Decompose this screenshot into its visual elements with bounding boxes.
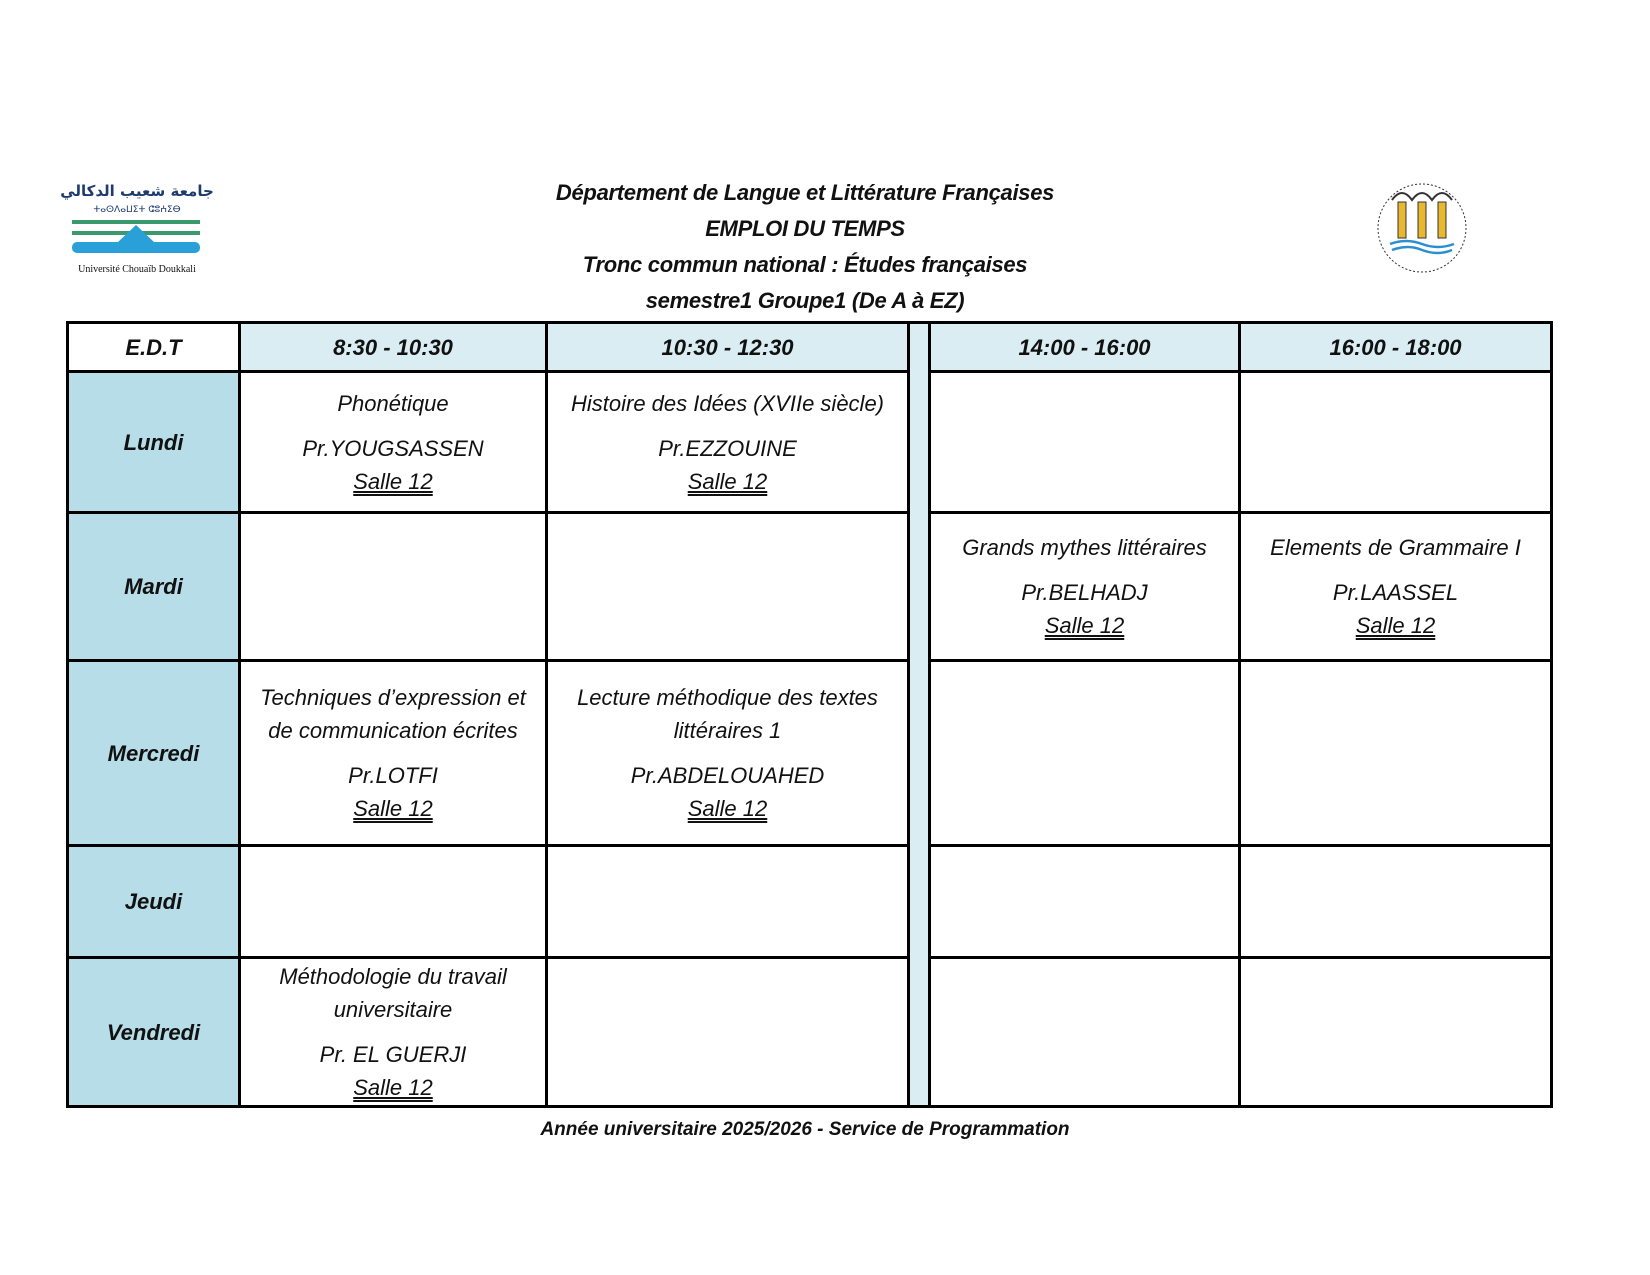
- empty-cell: [547, 958, 909, 1107]
- empty-cell: [547, 513, 909, 661]
- course-name: Lecture méthodique des textes littéraires 1: [577, 685, 878, 743]
- empty-cell: [240, 846, 547, 958]
- empty-cell: [1240, 958, 1552, 1107]
- lunch-break-separator: [909, 323, 930, 1107]
- table-row: [68, 372, 1552, 513]
- course-cell[interactable]: [1240, 513, 1552, 661]
- professor-name: Pr.LAASSEL: [1332, 580, 1459, 605]
- time-slot-header: 8:30 - 10:30: [240, 323, 547, 372]
- professor-name: Pr.ABDELOUAHED: [630, 763, 825, 788]
- professor-name: Pr.BELHADJ: [1021, 580, 1148, 605]
- empty-cell: [930, 372, 1240, 513]
- timetable: [66, 321, 1553, 1108]
- room-label: Salle 12: [353, 1075, 433, 1100]
- time-slot-header: 10:30 - 12:30: [547, 323, 909, 372]
- room-label: Salle 12: [687, 468, 768, 494]
- course-cell[interactable]: [240, 958, 547, 1107]
- day-label: Jeudi: [68, 846, 240, 958]
- room-label: Salle 12: [687, 796, 768, 821]
- program-title: Tronc commun national : Études françaises: [582, 252, 1028, 277]
- professor-name: Pr.EZZOUINE: [658, 435, 797, 461]
- course-name: Techniques d’expression et de communication écrites: [260, 685, 526, 743]
- course-name: Phonétique: [337, 390, 449, 416]
- time-slot-header: 14:00 - 16:00: [930, 323, 1240, 372]
- svg-text:ⵜⴰⵙⴷⴰⵡⵉⵜ ⵛⵓⵄⵉⴱ: ⵜⴰⵙⴷⴰⵡⵉⵜ ⵛⵓⵄⵉⴱ: [93, 205, 181, 215]
- day-label: Vendredi: [68, 958, 240, 1107]
- empty-cell: [1240, 661, 1552, 846]
- room-label: Salle 12: [1355, 613, 1436, 638]
- professor-name: Pr. EL GUERJI: [319, 1042, 467, 1067]
- empty-cell: [547, 846, 909, 958]
- empty-cell: [1240, 372, 1552, 513]
- empty-cell: [930, 661, 1240, 846]
- empty-cell: [930, 958, 1240, 1107]
- page-title: EMPLOI DU TEMPS: [705, 216, 905, 241]
- course-cell[interactable]: [240, 372, 547, 513]
- course-name: Méthodologie du travail universitaire: [279, 964, 507, 1022]
- table-row: [68, 958, 1552, 1107]
- course-name: Grands mythes littéraires: [962, 535, 1207, 560]
- room-label: Salle 12: [353, 796, 433, 821]
- professor-name: Pr.LOTFI: [348, 763, 438, 788]
- department-title: Département de Langue et Littérature Françaises: [555, 180, 1055, 205]
- svg-text:جامعة شعيب الدكالي: جامعة شعيب الدكالي: [60, 182, 214, 200]
- svg-text:Université Chouaïb Doukkali: Université Chouaïb Doukkali: [78, 264, 196, 275]
- course-cell[interactable]: [547, 372, 909, 513]
- room-label: Salle 12: [353, 468, 433, 494]
- course-cell[interactable]: [547, 661, 909, 846]
- table-row: [68, 513, 1552, 661]
- group-title: semestre1 Groupe1 (De A à EZ): [645, 288, 965, 313]
- day-label: Lundi: [68, 372, 240, 513]
- room-label: Salle 12: [1044, 613, 1125, 638]
- day-label: Mardi: [68, 513, 240, 661]
- header-row: [68, 323, 1552, 372]
- empty-cell: [930, 846, 1240, 958]
- course-name: Histoire des Idées (XVIIe siècle): [570, 390, 885, 416]
- corner-cell: E.D.T: [68, 323, 240, 372]
- footer-text: Année universitaire 2025/2026 - Service de Programmation: [540, 1119, 1070, 1140]
- table-row: [68, 661, 1552, 846]
- day-label: Mercredi: [68, 661, 240, 846]
- time-slot-header: 16:00 - 18:00: [1240, 323, 1552, 372]
- course-cell[interactable]: [240, 661, 547, 846]
- empty-cell: [1240, 846, 1552, 958]
- professor-name: Pr.YOUGSASSEN: [302, 435, 484, 461]
- empty-cell: [240, 513, 547, 661]
- course-cell[interactable]: [930, 513, 1240, 661]
- table-row: [68, 846, 1552, 958]
- course-name: Elements de Grammaire I: [1270, 535, 1521, 560]
